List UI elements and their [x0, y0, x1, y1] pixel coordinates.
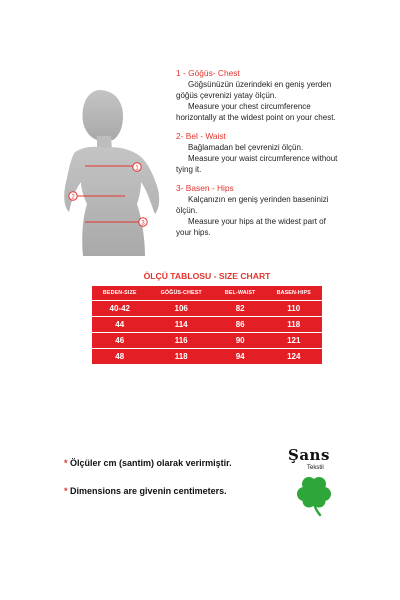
brand-subtitle: Tekstil	[307, 465, 324, 471]
svg-text:2: 2	[71, 194, 75, 201]
step-chest-line: horizontally at the widest point on your chest.	[176, 113, 336, 122]
column-header: GÖĞÜS-CHEST	[148, 286, 215, 301]
marker-2	[69, 192, 77, 201]
step-hips	[176, 183, 391, 238]
step-waist-line: Measure your waist circumference without	[188, 154, 338, 163]
table-row	[92, 349, 322, 365]
table-row	[92, 301, 322, 317]
svg-text:1: 1	[135, 165, 139, 172]
step-hips-line: ölçün.	[176, 206, 198, 215]
table-cell: 94	[235, 352, 245, 361]
column-header: BASEN-HIPS	[266, 286, 322, 301]
table-cell: 106	[148, 301, 215, 317]
table-cell: 82	[215, 301, 266, 317]
table-header-row	[92, 286, 322, 301]
note-units-en	[64, 486, 227, 496]
step-waist	[176, 131, 391, 175]
table-cell: 46	[92, 333, 148, 349]
table-cell: 40-42	[92, 301, 148, 317]
table-cell: 86	[215, 317, 266, 333]
table-row	[92, 333, 322, 349]
figure-torso	[64, 147, 159, 256]
step-chest-line: Measure your chest circumference	[188, 102, 311, 111]
step-waist-line: tying it.	[176, 165, 202, 174]
step-hips-line: your hips.	[176, 228, 211, 237]
measurement-steps	[176, 68, 391, 246]
note-text: Ölçüler cm (santim) olarak verirmiştir.	[70, 458, 232, 468]
note-text: Dimensions are givenin centimeters.	[70, 486, 227, 496]
table-cell: 114	[148, 317, 215, 333]
step-chest-title: 1 - Göğüs- Chest	[176, 68, 240, 78]
table-cell: 110	[266, 301, 322, 317]
step-hips-line: Kalçanızın en geniş yerinden baseninizi	[188, 195, 329, 204]
svg-text:3: 3	[141, 220, 145, 227]
table-cell: 118	[174, 352, 188, 361]
note-bullet: *	[64, 458, 68, 468]
table-cell: 121	[266, 333, 322, 349]
note-bullet: *	[64, 486, 68, 496]
step-waist-line: Bağlamadan bel çevrenizi ölçün.	[188, 143, 304, 152]
column-header: BEDEN-SIZE	[92, 286, 148, 301]
step-hips-line: Measure your hips at the widest part of	[188, 217, 326, 226]
size-chart-table	[92, 286, 322, 364]
brand-name: Şans	[288, 446, 330, 464]
step-waist-title: 2- Bel - Waist	[176, 131, 226, 141]
table-cell: 118	[266, 317, 322, 333]
step-chest-line: Göğsünüzün üzerindeki en geniş yerden	[188, 80, 332, 89]
step-chest	[176, 68, 391, 123]
table-cell: 44	[92, 317, 148, 333]
table-cell: 48	[115, 352, 125, 361]
table-cell: 116	[148, 333, 215, 349]
table-cell: 124	[287, 352, 301, 361]
note-units-tr	[64, 458, 232, 468]
size-chart-title: ÖLÇÜ TABLOSU - SIZE CHART	[143, 271, 271, 281]
step-hips-title: 3- Basen - Hips	[176, 183, 234, 193]
marker-3	[139, 218, 147, 227]
table-cell: 90	[215, 333, 266, 349]
column-header: BEL-WAIST	[215, 286, 266, 301]
marker-1	[133, 163, 141, 172]
four-leaf-clover-icon	[292, 472, 338, 518]
table-row	[92, 317, 322, 333]
figure-head	[83, 90, 123, 140]
body-silhouette-figure	[55, 86, 173, 258]
step-chest-line: göğüs çevrenizi yatay ölçün.	[176, 91, 277, 100]
